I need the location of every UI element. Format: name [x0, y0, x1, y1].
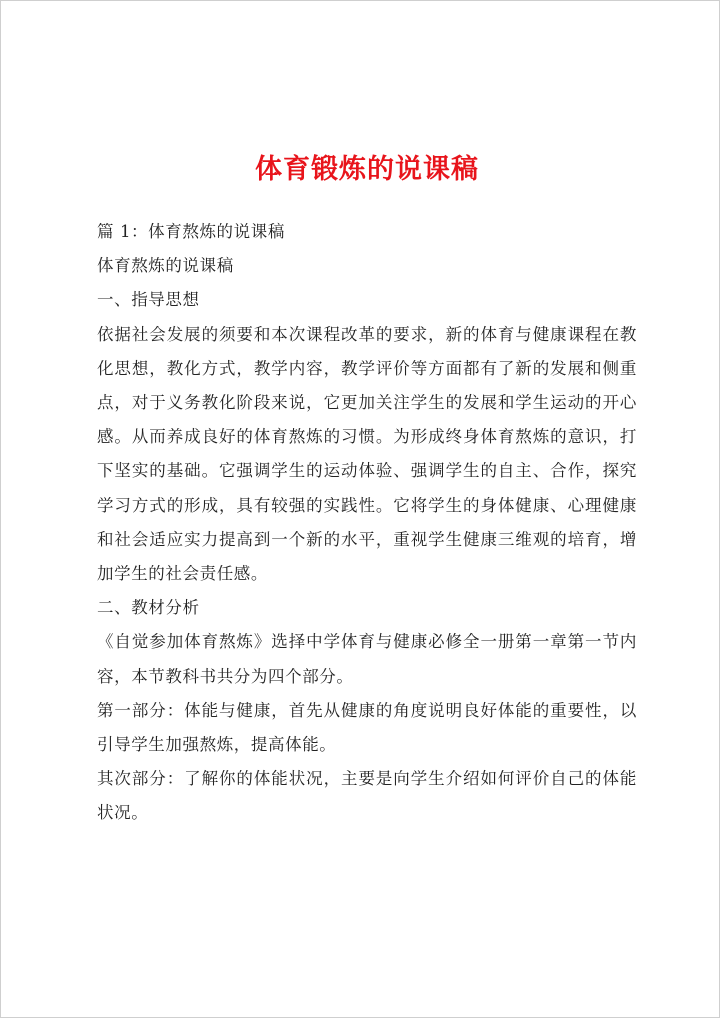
paragraph-section-heading: 篇 1：体育熬炼的说课稿	[97, 222, 285, 241]
document-title: 体育锻炼的说课稿	[255, 154, 479, 185]
paragraph-heading-guiding-ideas: 一、指导思想	[97, 290, 200, 310]
paragraph-heading-material-analysis: 二、教材分析	[97, 598, 200, 618]
paragraph-part-one: 第一部分：体能与健康，首先从健康的角度说明良好体能的重要性，以引导学生加强熬炼，提高体能。	[97, 700, 637, 755]
paragraph-guiding-ideas-body: 依据社会发展的须要和本次课程改革的要求，新的体育与健康课程在教化思想，教化方式，教学内容，教学评价等方面都有了新的发展和侧重点，对于义务教化阶段来说，它更加关注学生的发展和学生运动的开心感。从而养成良好的体育熬炼的习惯。为形成终身体育熬炼的意识，打下坚实的基础。它强调学生的运动体验、强调学生的自主、合作，探究学习方式的形成，具有较强的实践性。它将学生的身体健康、心理健康和社会适应实力提高到一个新的水平，重视学生健康三维观的培育，增加学生的社会责任感。	[97, 324, 637, 584]
document-body	[97, 215, 637, 831]
paragraph-subtitle: 体育熬炼的说课稿	[97, 256, 234, 276]
paragraph-part-two: 其次部分：了解你的体能状况，主要是向学生介绍如何评价自己的体能状况。	[97, 769, 637, 823]
paragraph-material-analysis-body: 《自觉参加体育熬炼》选择中学体育与健康必修全一册第一章第一节内容，本节教科书共分为四个部分。	[97, 632, 637, 686]
